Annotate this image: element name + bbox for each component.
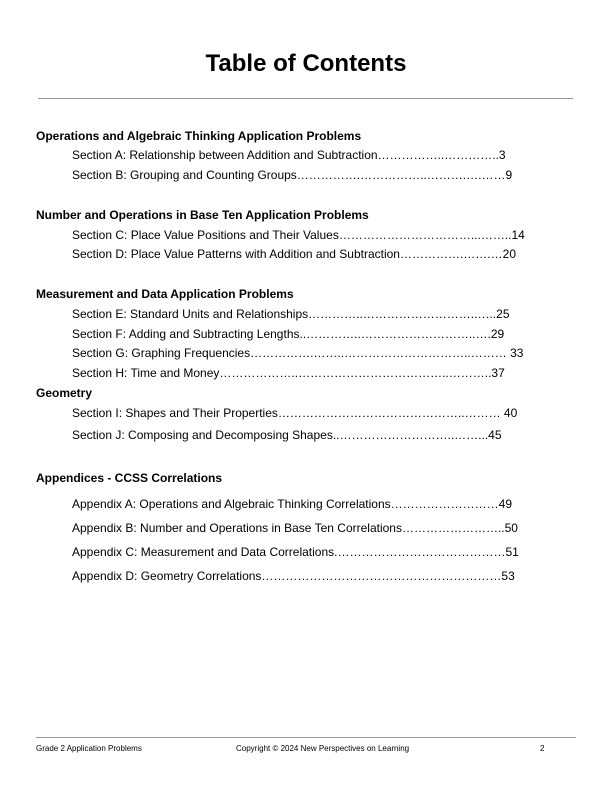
footer-divider <box>36 737 576 738</box>
toc-entry-section-a[interactable]: Section A: Relationship between Addition and Subtraction……………..…………..3 <box>72 148 506 162</box>
toc-entry-section-j[interactable]: Section J: Composing and Decomposing Shapes..………………………..……...45 <box>72 428 502 442</box>
section-heading-measurement-data: Measurement and Data Application Problems <box>36 287 294 301</box>
toc-entry-appendix-c[interactable]: Appendix C: Measurement and Data Correlations.……………………………………51 <box>72 545 519 559</box>
title-divider <box>38 98 573 99</box>
toc-entry-appendix-d[interactable]: Appendix D: Geometry Correlations……………………………………………………53 <box>72 569 515 583</box>
toc-entry-section-b[interactable]: Section B: Grouping and Counting Groups…………….……………..……….….……9 <box>72 168 513 182</box>
toc-entry-section-f[interactable]: Section F: Adding and Subtracting Lengths..…………..………………………..….29 <box>72 327 505 341</box>
footer-copyright: Copyright © 2024 New Perspectives on Learning <box>236 744 410 753</box>
section-heading-operations-algebraic: Operations and Algebraic Thinking Application Problems <box>36 129 362 143</box>
section-heading-base-ten: Number and Operations in Base Ten Application Problems <box>36 208 369 222</box>
page-title: Table of Contents <box>205 50 407 77</box>
toc-entry-appendix-b[interactable]: Appendix B: Number and Operations in Base Ten Correlations……………………..50 <box>72 521 518 535</box>
footer-left-text: Grade 2 Application Problems <box>36 744 142 753</box>
footer-page-number: 2 <box>540 744 545 753</box>
toc-entry-section-h[interactable]: Section H: Time and Money………………..………………………………..………..37 <box>72 366 505 380</box>
toc-entry-appendix-a[interactable]: Appendix A: Operations and Algebraic Thinking Correlations………………………49 <box>72 497 512 511</box>
toc-entry-section-e[interactable]: Section E: Standard Units and Relationships…………..………………………..…..25 <box>72 307 510 321</box>
section-heading-geometry: Geometry <box>36 386 93 400</box>
toc-entry-section-g[interactable]: Section G: Graphing Frequencies…………….……..…………………………..……… 33 <box>72 346 524 360</box>
toc-entry-section-c[interactable]: Section C: Place Value Positions and Their Values……………………………...……..14 <box>72 228 525 242</box>
toc-entry-section-d[interactable]: Section D: Place Value Patterns with Addition and Subtraction…………….…….…20 <box>72 247 516 261</box>
section-heading-appendices: Appendices - CCSS Correlations <box>36 471 223 485</box>
toc-entry-section-i[interactable]: Section I: Shapes and Their Properties………………………………………..……… 40 <box>72 406 518 420</box>
